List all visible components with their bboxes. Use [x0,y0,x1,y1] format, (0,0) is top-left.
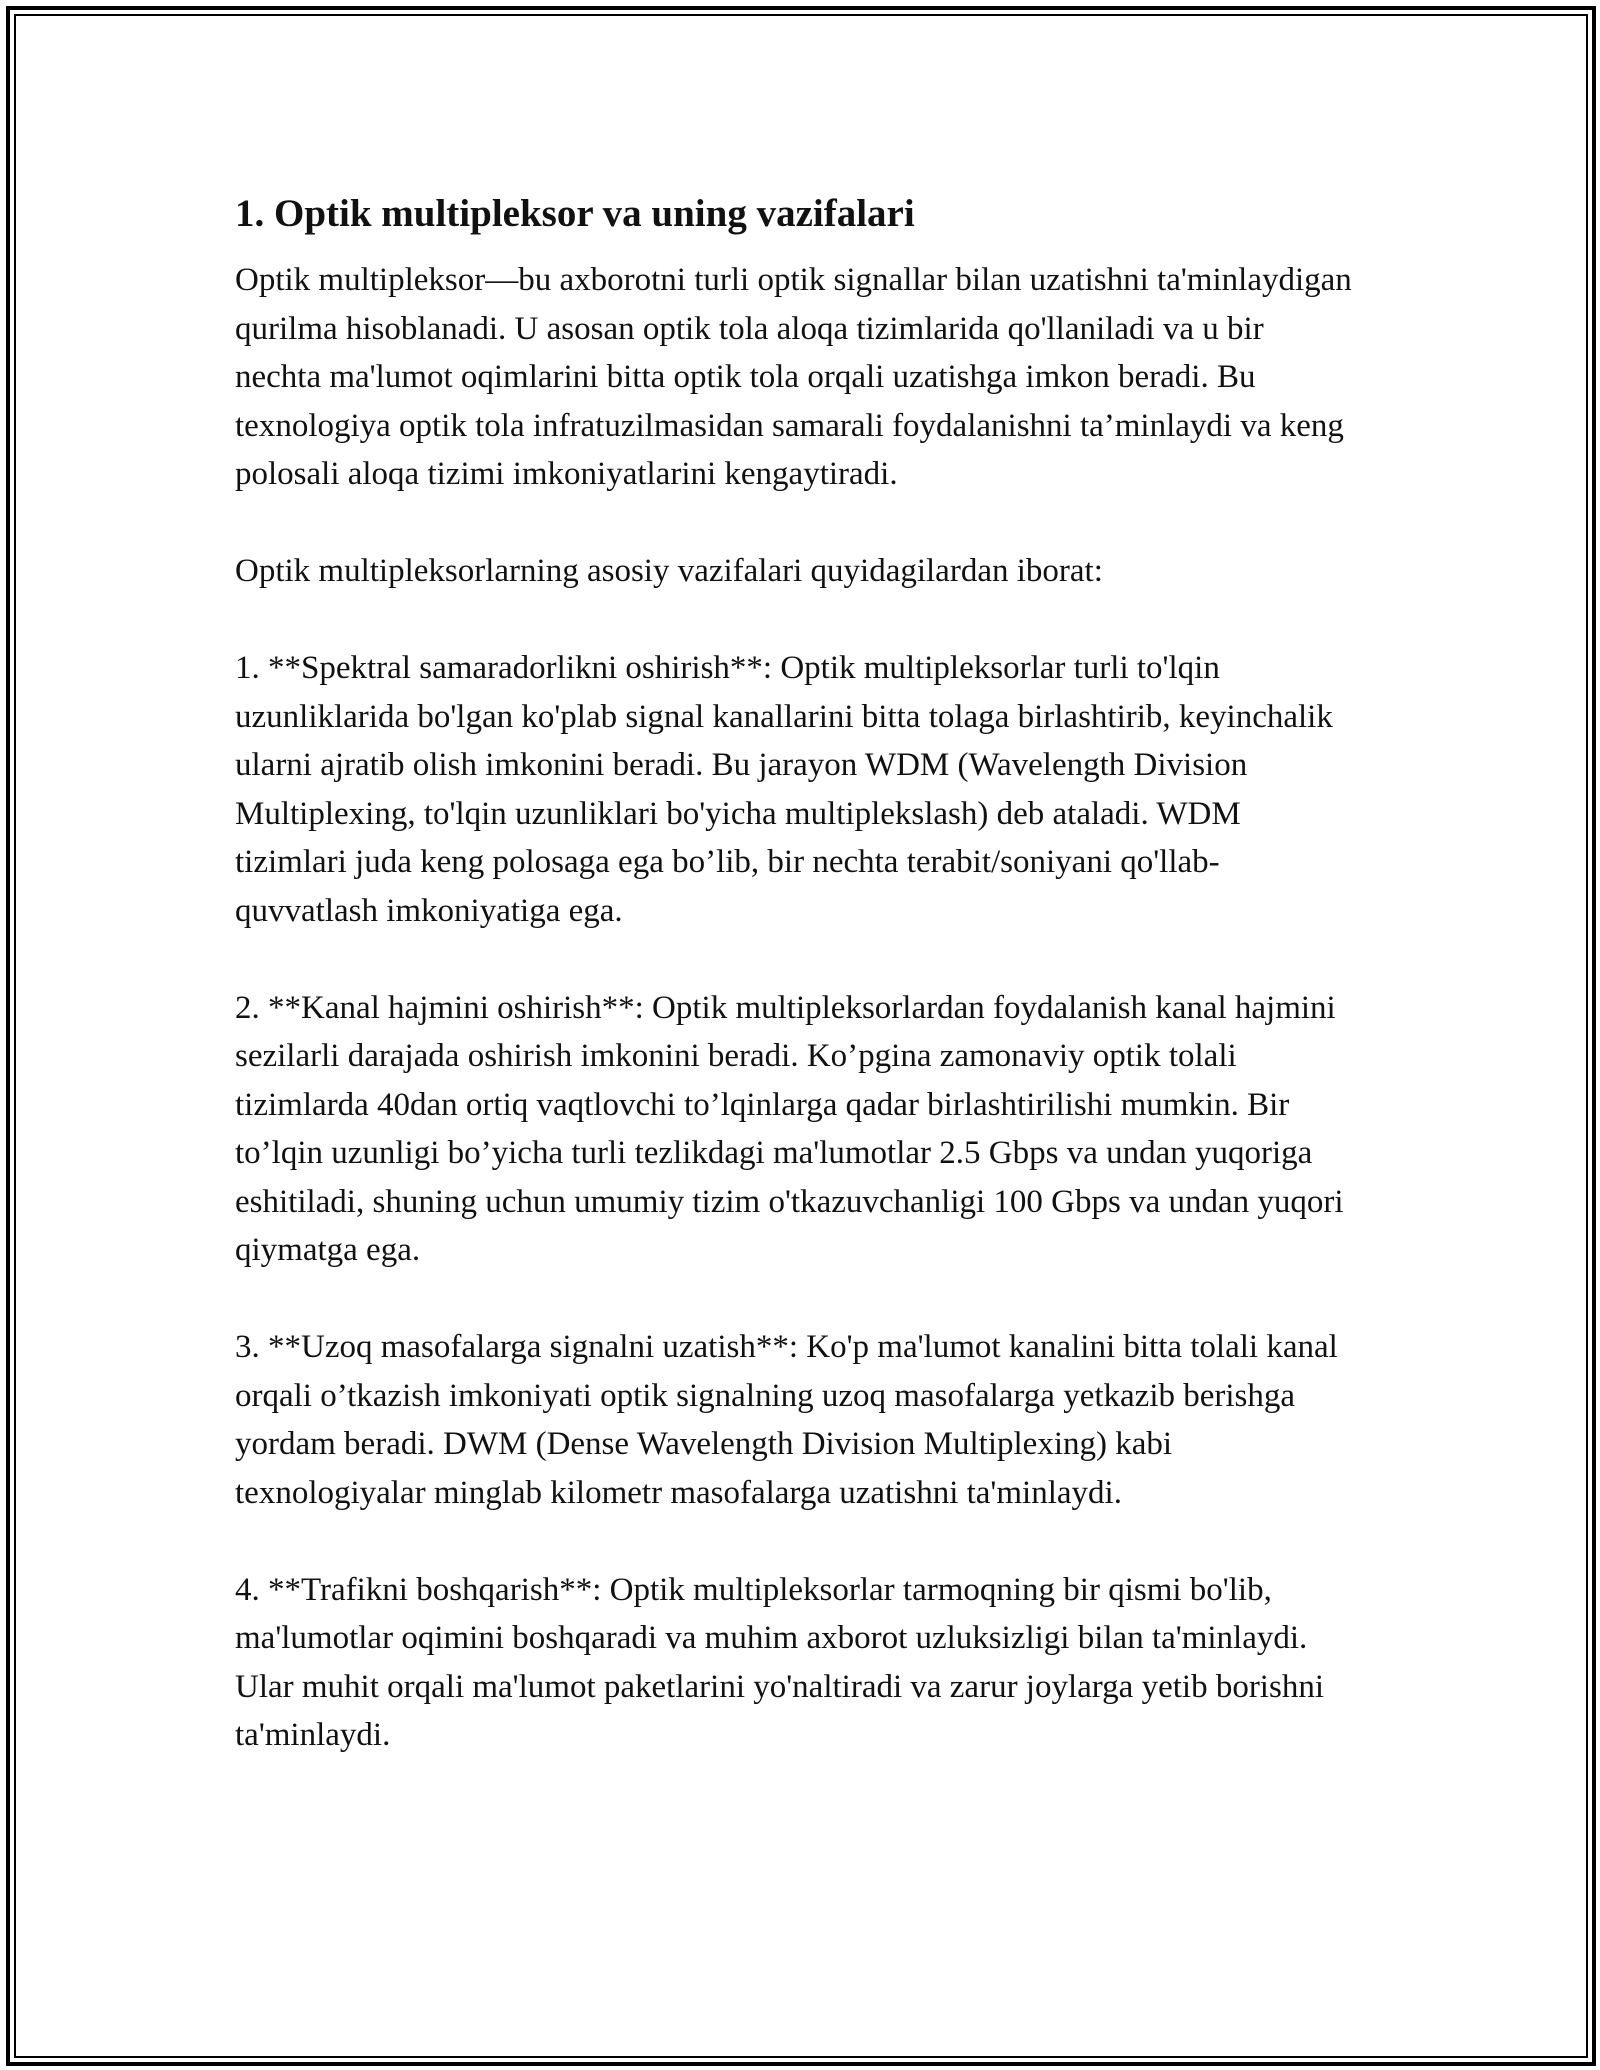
function-item-2: 2. **Kanal hajmini oshirish**: Optik multipleksorlardan foydalanish kanal hajmini sezilarli darajada oshirish imkonini beradi. Ko’pgina zamonaviy optik tolali tizimlarda 40dan ortiq vaqtlovchi to’lqinlarga qadar birlashtirilishi mumkin. Bir to’lqin uzunligi bo’yicha turli tezlikdagi ma'lumotlar 2.5 Gbps va undan yuqoriga eshitiladi, shuning uchun umumiy tizim o'tkazuvchanligi 100 Gbps va undan yuqori qiymatga ega. [235,989,1344,1268]
function-item-4: 4. **Trafikni boshqarish**: Optik multipleksorlar tarmoqning bir qismi bo'lib, ma'lumotlar oqimini boshqaradi va muhim axborot uzluksizligi bilan ta'minlaydi. Ular muhit orqali ma'lumot paketlarini yo'naltiradi va zarur joylarga yetib borishni ta'minlaydi. [235,1571,1324,1753]
function-item-1: 1. **Spektral samaradorlikni oshirish**: Optik multipleksorlar turli to'lqin uzunliklarida bo'lgan ko'plab signal kanallarini bitta tolaga birlashtirib, keyinchalik ularni ajratib olish imkonini beradi. Bu jarayon WDM (Wavelength Division Multiplexing, to'lqin uzunliklari bo'yicha multiplekslash) deb ataladi. WDM tizimlari juda keng polosaga ega bo’lib, bir nechta terabit/soniyani qo'llab-quvvatlash imkoniyatiga ega. [235,650,1333,929]
functions-lead-paragraph: Optik multipleksorlarning asosiy vazifalari quyidagilardan iborat: [235,553,1103,589]
function-item-3: 3. **Uzoq masofalarga signalni uzatish**: Ko'p ma'lumot kanalini bitta tolali kanal orqali o’tkazish imkoniyati optik signalning uzoq masofalarga yetkazib berishga yordam beradi. DWM (Dense Wavelength Division Multiplexing) kabi texnologiyalar minglab kilometr masofalarga uzatishni ta'minlaydi. [235,1329,1338,1511]
intro-paragraph: Optik multipleksor—bu axborotni turli optik signallar bilan uzatishni ta'minlaydigan qurilma hisoblanadi. U asosan optik tola aloqa tizimlarida qo'llaniladi va u bir nechta ma'lumot oqimlarini bitta optik tola orqali uzatishga imkon beradi. Bu texnologiya optik tola infratuzilmasidan samarali foydalanishni ta’minlaydi va keng polosali aloqa tizimi imkoniyatlarini kengaytiradi. [235,262,1352,492]
document-body [235,188,1355,1760]
document-title: 1. Optik multipleksor va uning vazifalari [235,192,915,235]
